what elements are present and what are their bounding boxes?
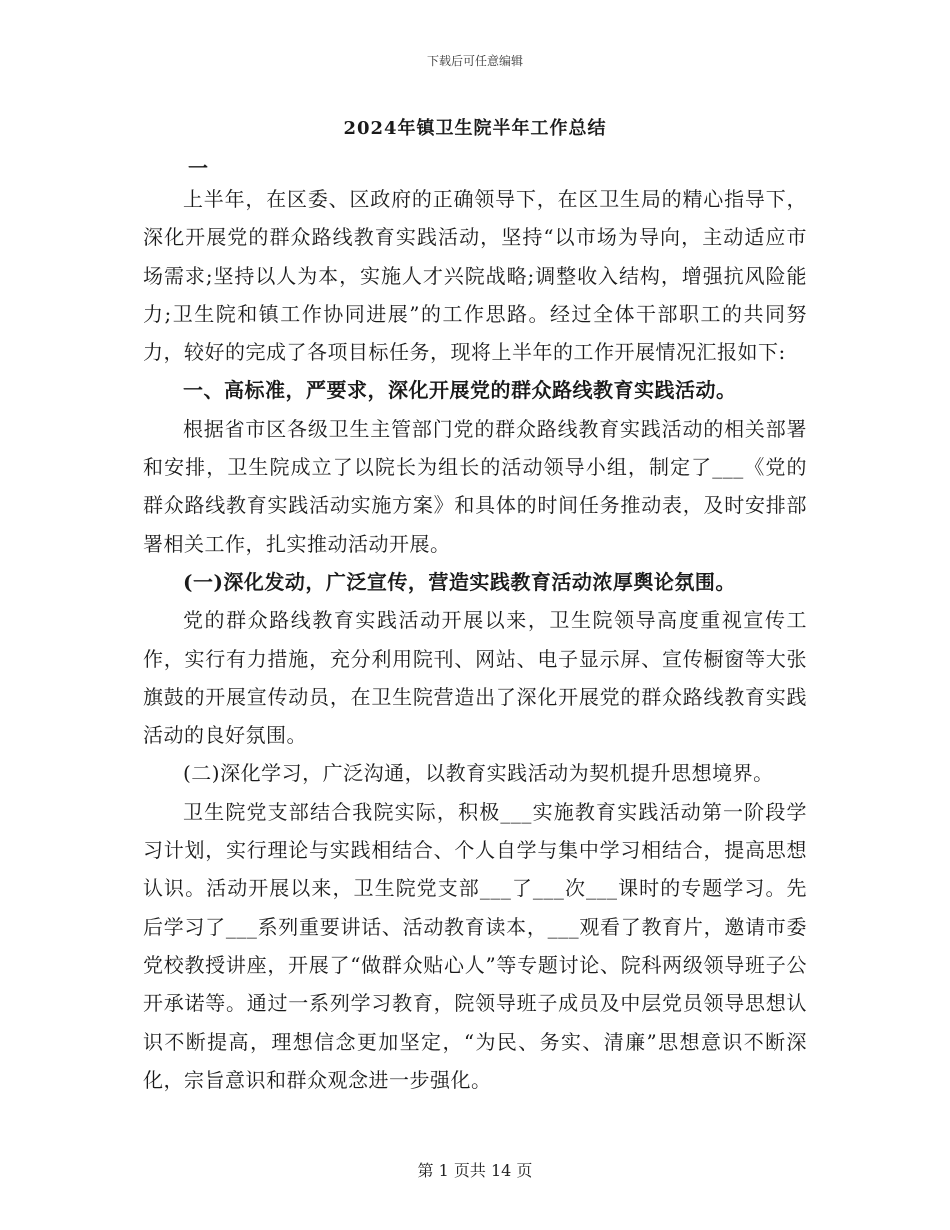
heading-section-1: 一、高标准，严要求，深化开展党的群众路线教育实践活动。 <box>183 378 737 403</box>
page-number-footer: 第 1 页共 14 页 <box>417 1161 533 1180</box>
section-mark: 一 <box>188 156 208 180</box>
document-title: 2024年镇卫生院半年工作总结 <box>343 118 607 139</box>
paragraph-subsection-1: 党的群众路线教育实践活动开展以来，卫生院领导高度重视宣传工作，实行有力措施，充分利用院刊、网站、电子显示屏、宣传橱窗等大张旗鼓的开展宣传动员，在卫生院营造出了深化开展党的群众路线教育实践活动的良好氛围。 <box>143 608 807 748</box>
heading-subsection-2: (二)深化学习，广泛沟通，以教育实践活动为契机提升思想境界。 <box>183 761 774 786</box>
document-body <box>143 180 807 1099</box>
header-note: 下载后可任意编辑 <box>426 54 523 68</box>
paragraph-intro: 上半年，在区委、区政府的正确领导下，在区卫生局的精心指导下，深化开展党的群众路线教育实践活动，坚持“以市场为导向，主动适应市场需求;坚持以人为本，实施人才兴院战略;调整收入结构，增强抗风险能力;卫生院和镇工作协同进展”的工作思路。经过全体干部职工的共同努力，较好的完成了各项目标任务，现将上半年的工作开展情况汇报如下: <box>143 187 807 365</box>
heading-subsection-1: (一)深化发动，广泛宣传，营造实践教育活动浓厚舆论氛围。 <box>183 569 736 594</box>
paragraph-subsection-2: 卫生院党支部结合我院实际，积极___实施教育实践活动第一阶段学习计划，实行理论与实践相结合、个人自学与集中学习相结合，提高思想认识。活动开展以来，卫生院党支部___了___次___课时的专题学习。先后学习了___系列重要讲话、活动教育读本，___观看了教育片，邀请市委党校教授讲座，开展了“做群众贴心人”等专题讨论、院科两级领导班子公开承诺等。通过一系列学习教育，院领导班子成员及中层党员领导思想认识不断提高，理想信念更加坚定，“为民、务实、清廉”思想意识不断深化，宗旨意识和群众观念进一步强化。 <box>143 799 807 1092</box>
paragraph-section-1: 根据省市区各级卫生主管部门党的群众路线教育实践活动的相关部署和安排，卫生院成立了以院长为组长的活动领导小组，制定了___《党的群众路线教育实践活动实施方案》和具体的时间任务推动表，及时安排部署相关工作，扎实推动活动开展。 <box>143 416 807 556</box>
